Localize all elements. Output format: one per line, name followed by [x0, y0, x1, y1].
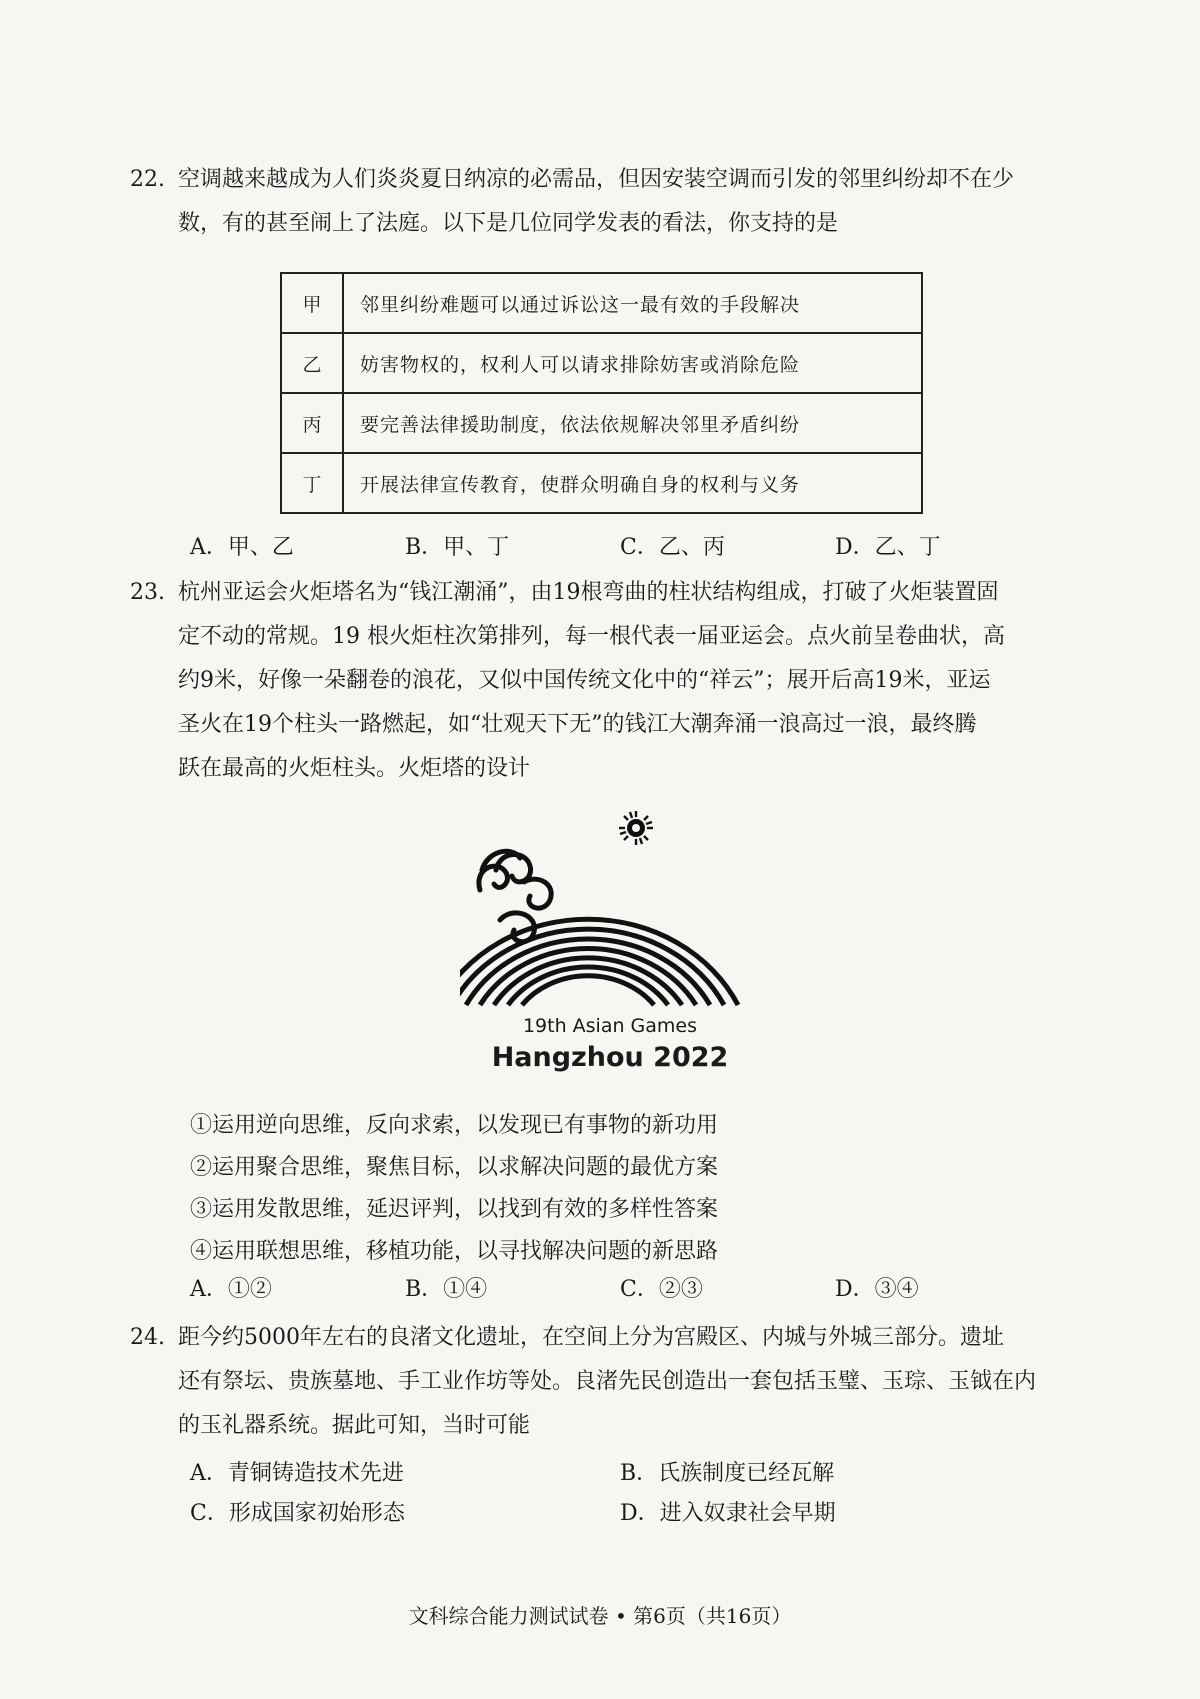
question-22-stem-line1: 22. 空调越来越成为人们炎炎夏日纳凉的必需品，但因安装空调而引发的邻里纠纷却不在少 [130, 158, 1070, 202]
question-22-stem-line2: 数，有的甚至闹上了法庭。以下是几位同学发表的看法，你支持的是 [178, 211, 839, 236]
option-d[interactable]: D．③④ [835, 1277, 919, 1302]
question-number: 24. [130, 1325, 165, 1350]
question-24-line2: 还有祭坛、贵族墓地、手工业作坊等处。良渚先民创造出一套包括玉璧、玉琮、玉钺在内 [178, 1369, 1037, 1394]
question-24-line3: 的玉礼器系统。据此可知，当时可能 [178, 1413, 531, 1438]
question-22 [130, 158, 1070, 246]
page-footer: 文科综合能力测试试卷 • 第6页（共16页） [408, 1604, 792, 1628]
row-text: 邻里纠纷难题可以通过诉讼这一最有效的手段解决 [343, 273, 922, 333]
logo-caption-line1: 19th Asian Games [522, 1015, 698, 1037]
question-24 [130, 1316, 1070, 1448]
question-24-line1: 24. 距今约5000年左右的良渚文化遗址，在空间上分为宫殿区、内城与外城三部分。遗址 [130, 1316, 1070, 1360]
question-23-line3: 约9米，好像一朵翻卷的浪花，又似中国传统文化中的“祥云”；展开后高19米，亚运 [178, 668, 991, 693]
logo-emblem-icon [460, 810, 760, 1015]
option-b[interactable]: B．①④ [405, 1277, 488, 1302]
statement-table [280, 272, 923, 514]
question-23-statements [190, 1105, 718, 1273]
option-c[interactable]: C．乙、丙 [620, 535, 725, 560]
row-text: 要完善法律援助制度，依法依规解决邻里矛盾纠纷 [343, 393, 922, 453]
option-b[interactable]: B．氏族制度已经瓦解 [620, 1461, 835, 1486]
option-a[interactable]: A．①② [190, 1277, 272, 1302]
table-row [281, 393, 922, 453]
option-d[interactable]: D．进入奴隶社会早期 [620, 1501, 836, 1526]
option-a[interactable]: A．甲、乙 [190, 535, 294, 560]
row-label: 丁 [281, 453, 343, 513]
question-23-line4: 圣火在19个柱头一路燃起，如“壮观天下无”的钱江大潮奔涌一浪高过一浪，最终腾 [178, 712, 977, 737]
option-c[interactable]: C．②③ [620, 1277, 703, 1302]
question-23-line5: 跃在最高的火炬柱头。火炬塔的设计 [178, 756, 531, 781]
statement-item: ③运用发散思维，延迟评判，以找到有效的多样性答案 [190, 1197, 719, 1222]
asian-games-logo [460, 810, 760, 1080]
option-a[interactable]: A．青铜铸造技术先进 [190, 1461, 404, 1486]
table-row [281, 453, 922, 513]
question-23-line1: 23. 杭州亚运会火炬塔名为“钱江潮涌”，由19根弯曲的柱状结构组成，打破了火炬装置固 [130, 571, 1070, 615]
option-d[interactable]: D．乙、丁 [835, 535, 941, 560]
question-23 [130, 571, 1070, 791]
row-label: 乙 [281, 333, 343, 393]
row-label: 丙 [281, 393, 343, 453]
table-row [281, 273, 922, 333]
row-label: 甲 [281, 273, 343, 333]
question-22-options [190, 530, 1070, 570]
question-23-line2: 定不动的常规。19 根火炬柱次第排列，每一根代表一届亚运会。点火前呈卷曲状，高 [178, 624, 1005, 649]
option-c[interactable]: C．形成国家初始形态 [190, 1501, 405, 1526]
question-24-options-row2 [190, 1496, 1070, 1536]
row-text: 妨害物权的，权利人可以请求排除妨害或消除危险 [343, 333, 922, 393]
question-number: 22. [130, 167, 165, 192]
question-number: 23. [130, 580, 165, 605]
table-row [281, 333, 922, 393]
question-24-options-row1 [190, 1456, 1070, 1496]
row-text: 开展法律宣传教育，使群众明确自身的权利与义务 [343, 453, 922, 513]
logo-caption-line2: Hangzhou 2022 [491, 1042, 729, 1073]
statement-item: ④运用联想思维，移植功能，以寻找解决问题的新思路 [190, 1239, 719, 1264]
statement-item: ②运用聚合思维，聚焦目标，以求解决问题的最优方案 [190, 1155, 719, 1180]
question-23-options [190, 1272, 1070, 1312]
option-b[interactable]: B．甲、丁 [405, 535, 510, 560]
statement-item: ①运用逆向思维，反向求索，以发现已有事物的新功用 [190, 1113, 719, 1138]
sun-emblem-icon [619, 811, 653, 845]
